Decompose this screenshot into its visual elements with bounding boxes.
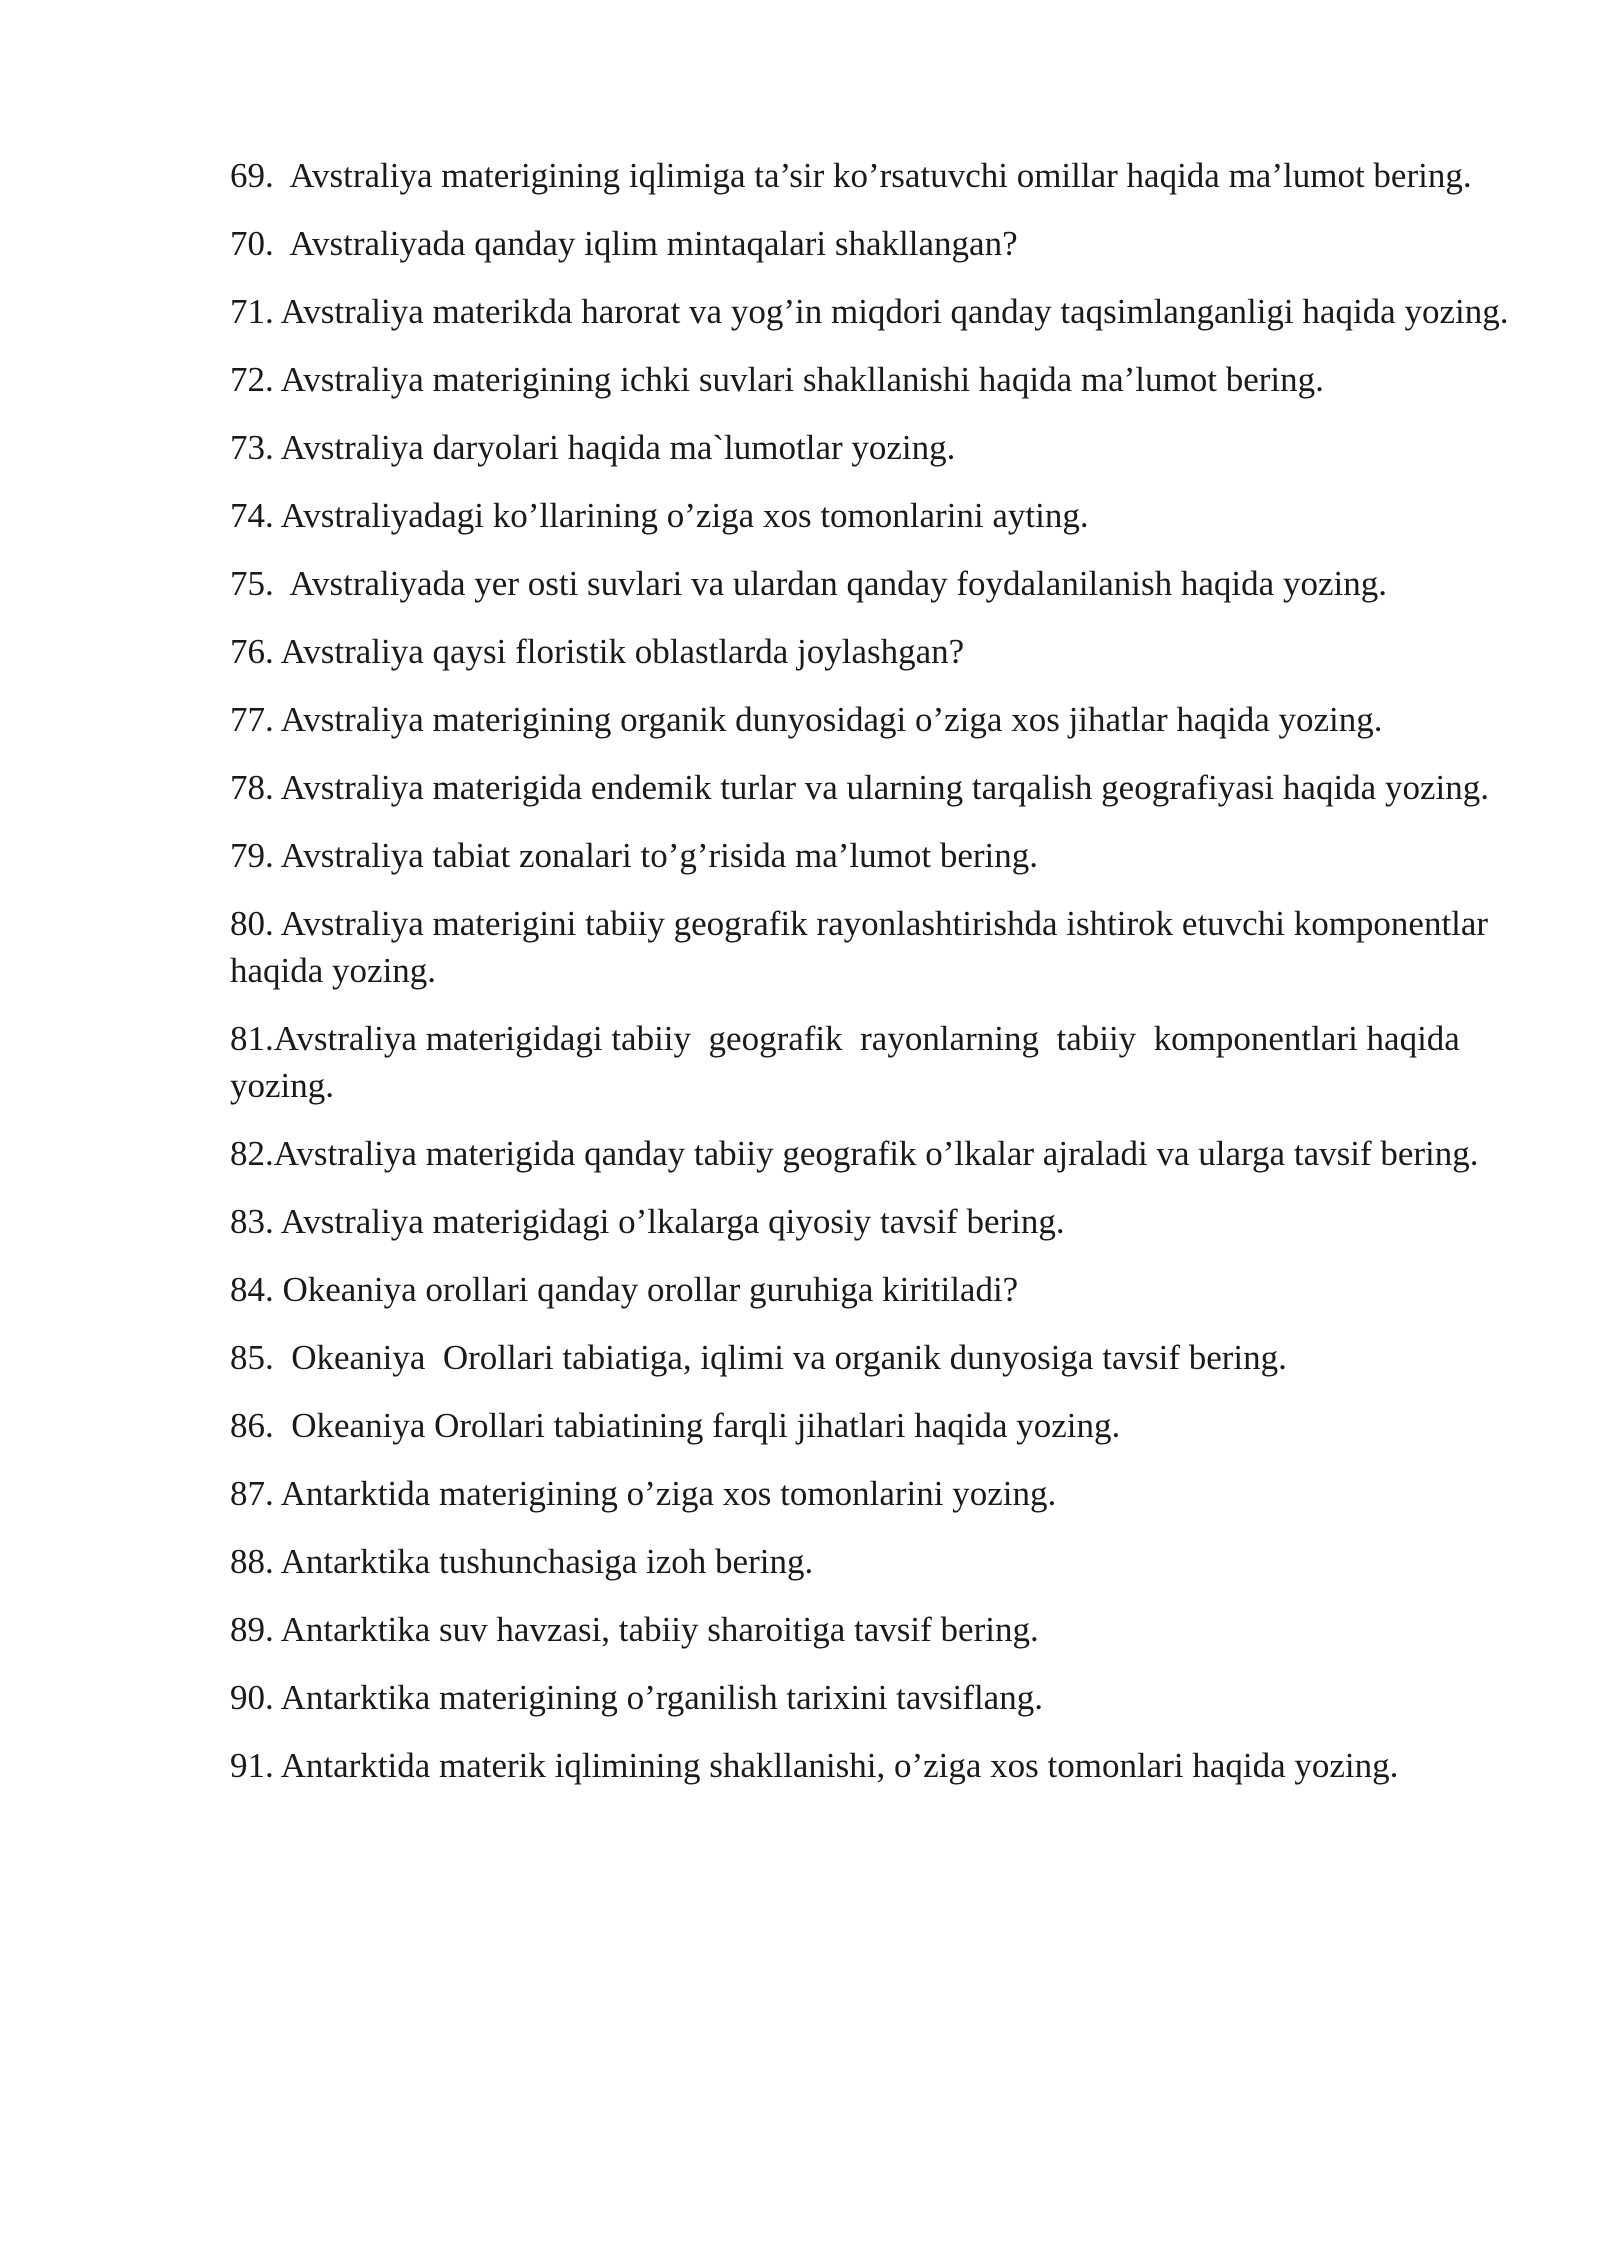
question-69: 69. Avstraliya materigining iqlimiga ta’sir ko’rsatuvchi omillar haqida ma’lumot bering.	[230, 156, 1472, 195]
question-76: 76. Avstraliya qaysi floristik oblastlarda joylashgan?	[230, 632, 965, 671]
question-75: 75. Avstraliyada yer osti suvlari va ulardan qanday foydalanilanish haqida yozing.	[230, 564, 1387, 603]
question-74: 74. Avstraliyadagi ko’llarining o’ziga xos tomonlarini ayting.	[230, 496, 1089, 535]
question-87: 87. Antarktida materigining o’ziga xos tomonlarini yozing.	[230, 1474, 1057, 1513]
question-71: 71. Avstraliya materikda harorat va yog’in miqdori qanday taqsimlanganligi haqida yozing.	[230, 292, 1509, 331]
question-80: 80. Avstraliya materigini tabiiy geografik rayonlashtirishda ishtirok etuvchi komponentlar haqida yozing.	[230, 904, 1497, 990]
question-90: 90. Antarktika materigining o’rganilish tarixini tavsiflang.	[230, 1678, 1043, 1717]
document-page	[230, 152, 1520, 1810]
question-88: 88. Antarktika tushunchasiga izoh bering.	[230, 1542, 814, 1581]
question-91: 91. Antarktida materik iqlimining shakllanishi, o’ziga xos tomonlari haqida yozing.	[230, 1746, 1399, 1785]
question-70: 70. Avstraliyada qanday iqlim mintaqalari shakllangan?	[230, 224, 1018, 263]
question-78: 78. Avstraliya materigida endemik turlar va ularning tarqalish geografiyasi haqida yozing.	[230, 768, 1489, 807]
question-83: 83. Avstraliya materigidagi o’lkalarga qiyosiy tavsif bering.	[230, 1202, 1065, 1241]
question-84: 84. Okeaniya orollari qanday orollar guruhiga kiritiladi?	[230, 1270, 1019, 1309]
question-77: 77. Avstraliya materigining organik dunyosidagi o’ziga xos jihatlar haqida yozing.	[230, 700, 1383, 739]
question-89: 89. Antarktika suv havzasi, tabiiy sharoitiga tavsif bering.	[230, 1610, 1039, 1649]
question-72: 72. Avstraliya materigining ichki suvlari shakllanishi haqida ma’lumot bering.	[230, 360, 1324, 399]
question-81: 81.Avstraliya materigidagi tabiiy geografik rayonlarning tabiiy komponentlari haqida yozing.	[230, 1019, 1469, 1105]
question-86: 86. Okeaniya Orollari tabiatining farqli jihatlari haqida yozing.	[230, 1406, 1121, 1445]
question-79: 79. Avstraliya tabiat zonalari to’g’risida ma’lumot bering.	[230, 836, 1039, 875]
question-85: 85. Okeaniya Orollari tabiatiga, iqlimi va organik dunyosiga tavsif bering.	[230, 1338, 1287, 1377]
question-73: 73. Avstraliya daryolari haqida ma`lumotlar yozing.	[230, 428, 956, 467]
question-82: 82.Avstraliya materigida qanday tabiiy geografik o’lkalar ajraladi va ularga tavsif bering.	[230, 1134, 1479, 1173]
